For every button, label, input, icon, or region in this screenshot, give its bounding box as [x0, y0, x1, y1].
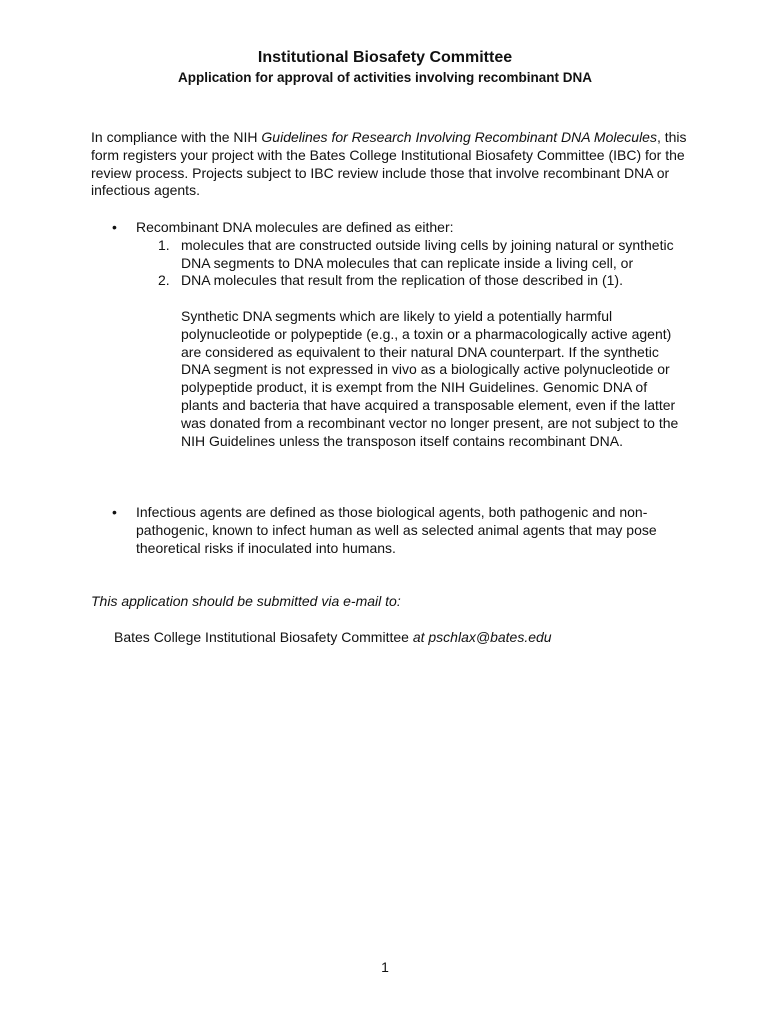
- numbered-list: [136, 237, 687, 290]
- recipient-name: Bates College Institutional Biosafety Committee: [114, 629, 409, 645]
- submission-contact: [114, 629, 552, 647]
- bullet-infectious-agents: [112, 504, 687, 557]
- intro-paragraph: [91, 129, 691, 200]
- bullet-text: Recombinant DNA molecules are defined as either:: [136, 219, 454, 235]
- list-item-text: molecules that are constructed outside living cells by joining natural or synthetic DNA segments to DNA molecules that can replicate inside a living cell, or: [181, 236, 674, 271]
- bullet-recombinant-dna: [112, 219, 687, 450]
- list-item: [136, 272, 687, 290]
- list-item-text: DNA molecules that result from the replication of those described in (1).: [181, 272, 623, 289]
- document-title: Institutional Biosafety Committee: [257, 49, 513, 66]
- document-subtitle: Application for approval of activities involving recombinant DNA: [177, 70, 593, 85]
- guidelines-title: Guidelines for Research Involving Recombinant DNA Molecules: [261, 129, 657, 145]
- bullet-dot: •: [112, 219, 117, 235]
- bullet-text: Infectious agents are defined as those biological agents, both pathogenic and non-pathogenic, known to infect human as well as selected animal agents that may pose theoretical risks if inoculated into humans.: [136, 504, 657, 556]
- recipient-email: at pschlax@bates.edu: [412, 629, 552, 645]
- intro-rest: , this form registers your project with the Bates College Institutional Biosafety Committee (IBC) for the review process. Projects subject to IBC review include those that involve recombinant DNA or infectious agents.: [91, 129, 687, 199]
- list-number: 1.: [158, 236, 170, 253]
- page-number: 1: [381, 959, 389, 975]
- intro-lead: In compliance with the NIH: [91, 129, 262, 145]
- list-item: [136, 237, 687, 273]
- submission-instruction: This application should be submitted via e-mail to:: [91, 593, 401, 609]
- synthetic-dna-note: Synthetic DNA segments which are likely to yield a potentially harmful polynucleotide or polypeptide (e.g., a toxin or a pharmacologically active agent) are considered as equivalent to their natural DNA counterpart. If the synthetic DNA segment is not expressed in vivo as a biologically active polynucleotide or polypeptide product, it is exempt from the NIH Guidelines. Genomic DNA of plants and bacteria that have acquired a transposable element, even if the latter was donated from a recombinant vector no longer present, are not subject to the NIH Guidelines unless the transposon itself contains recombinant DNA.: [181, 307, 679, 449]
- list-number: 2.: [158, 272, 170, 289]
- bullet-dot: •: [112, 504, 117, 520]
